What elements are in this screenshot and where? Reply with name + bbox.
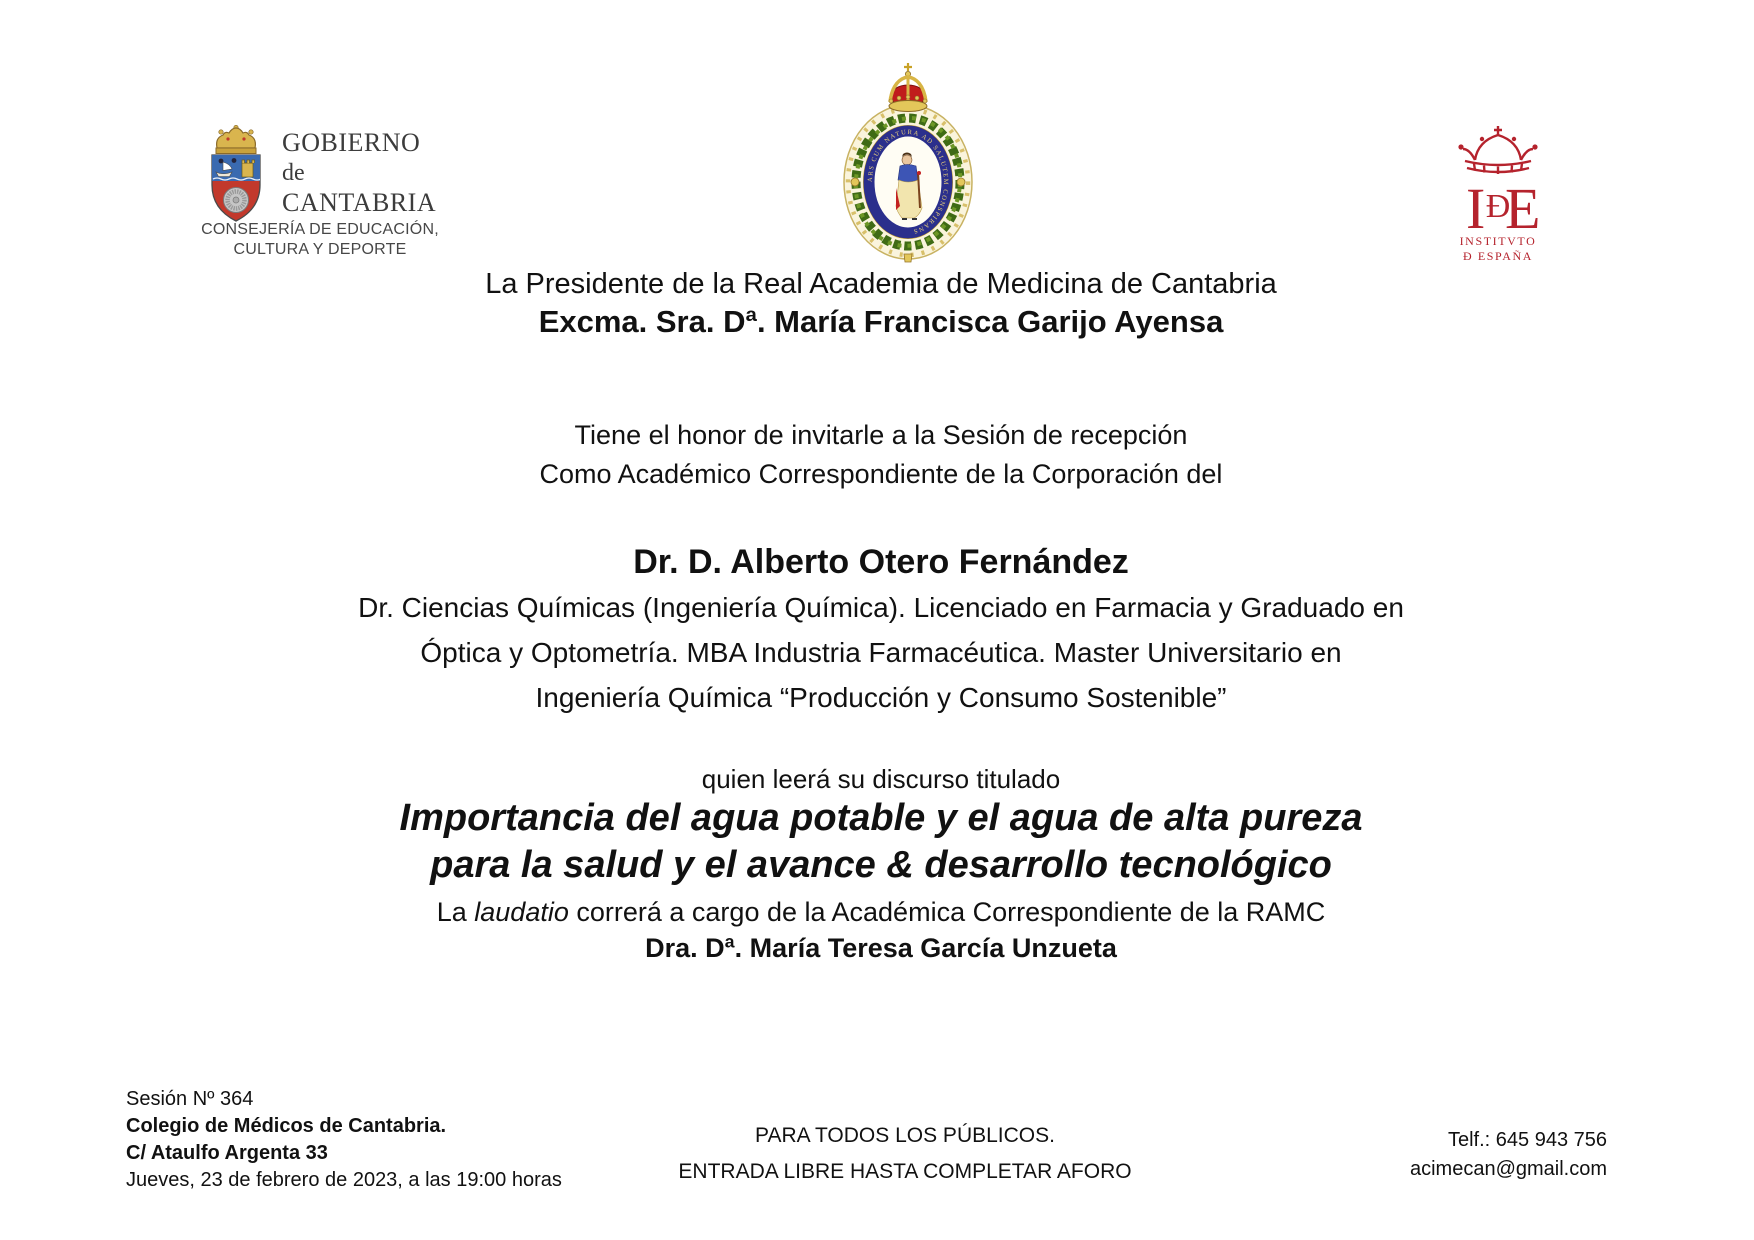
laudatio-line (0, 897, 1754, 928)
crest-motto-text: ARS CUM NATURA AD SALUTEM CONSPIRANS (866, 128, 950, 235)
ide-crown-icon (1458, 126, 1537, 174)
honoree-name: Dr. D. Alberto Otero Fernández (633, 543, 1129, 581)
ide-espana-label: Ð ESPAÑA (1462, 249, 1534, 263)
laudatio-prefix: La (436, 897, 475, 927)
honor-line-2: Como Académico Correspondiente de la Corporación del (539, 459, 1223, 489)
laudatio-word: laudatio (474, 897, 569, 927)
venue-name: Colegio de Médicos de Cantabria. (126, 1115, 447, 1137)
contact-email: acimecan@gmail.com (1409, 1158, 1607, 1180)
consejeria-caption-line2: CULTURA Y DEPORTE (233, 241, 407, 258)
consejeria-caption-line1: CONSEJERÍA DE EDUCACIÓN, (201, 221, 439, 238)
ide-monogram (1460, 176, 1541, 263)
consejeria-caption (198, 220, 442, 260)
footer-contact-block (1410, 1126, 1607, 1184)
crest-crown (889, 63, 927, 112)
gobierno-line3: CANTABRIA (282, 188, 437, 217)
honoree-credentials-2: Óptica y Optometría. MBA Industria Farmacéutica. Master Universitario en (420, 637, 1342, 668)
session-number: Sesión Nº 364 (126, 1088, 254, 1110)
gobierno-line1: GOBIERNO (282, 128, 421, 157)
venue-address: C/ Ataulfo Argenta 33 (126, 1142, 328, 1164)
laudatio-speaker: Dra. Dª. María Teresa García Unzueta (645, 933, 1117, 963)
honoree-credentials-1: Dr. Ciencias Químicas (Ingeniería Química). Licenciado en Farmacia y Graduado en (358, 592, 1404, 623)
ide-institvto-label: INSTITVTO (1459, 234, 1537, 248)
ide-letter-e: E (1505, 176, 1541, 241)
gobierno-line2: de (282, 160, 305, 186)
discourse-intro: quien leerá su discurso titulado (701, 764, 1061, 794)
discourse-title-line1: Importancia del agua potable y el agua de alta pureza (399, 797, 1363, 839)
instituto-espana-logo (1452, 116, 1544, 266)
ramc-crest-icon (838, 58, 978, 265)
ide-letter-d: Ð (1485, 188, 1511, 225)
honoree-credentials-3: Ingeniería Química “Producción y Consumo Sostenible” (535, 682, 1227, 713)
ide-letter-i: I (1466, 176, 1486, 241)
discourse-title-line2: para la salud y el avance & desarrollo tecnológico (430, 844, 1332, 886)
honor-line-1: Tiene el honor de invitarle a la Sesión de recepción (574, 420, 1188, 450)
public-line1: PARA TODOS LOS PÚBLICOS. (755, 1124, 1055, 1147)
presenter-name: Excma. Sra. Dª. María Francisca Garijo Ayensa (538, 304, 1224, 339)
public-line2: ENTRADA LIBRE HASTA COMPLETAR AFORO (678, 1160, 1132, 1183)
presenter-line: La Presidente de la Real Academia de Medicina de Cantabria (485, 268, 1277, 300)
gobierno-cantabria-logo (201, 118, 439, 268)
cantabria-shield-icon (208, 124, 264, 224)
gobierno-name (282, 128, 436, 218)
event-datetime: Jueves, 23 de febrero de 2023, a las 19:00 horas (126, 1169, 562, 1191)
laudatio-suffix: correrá a cargo de la Académica Correspondiente de la RAMC (568, 897, 1326, 927)
contact-phone: Telf.: 645 943 756 (1447, 1129, 1607, 1151)
